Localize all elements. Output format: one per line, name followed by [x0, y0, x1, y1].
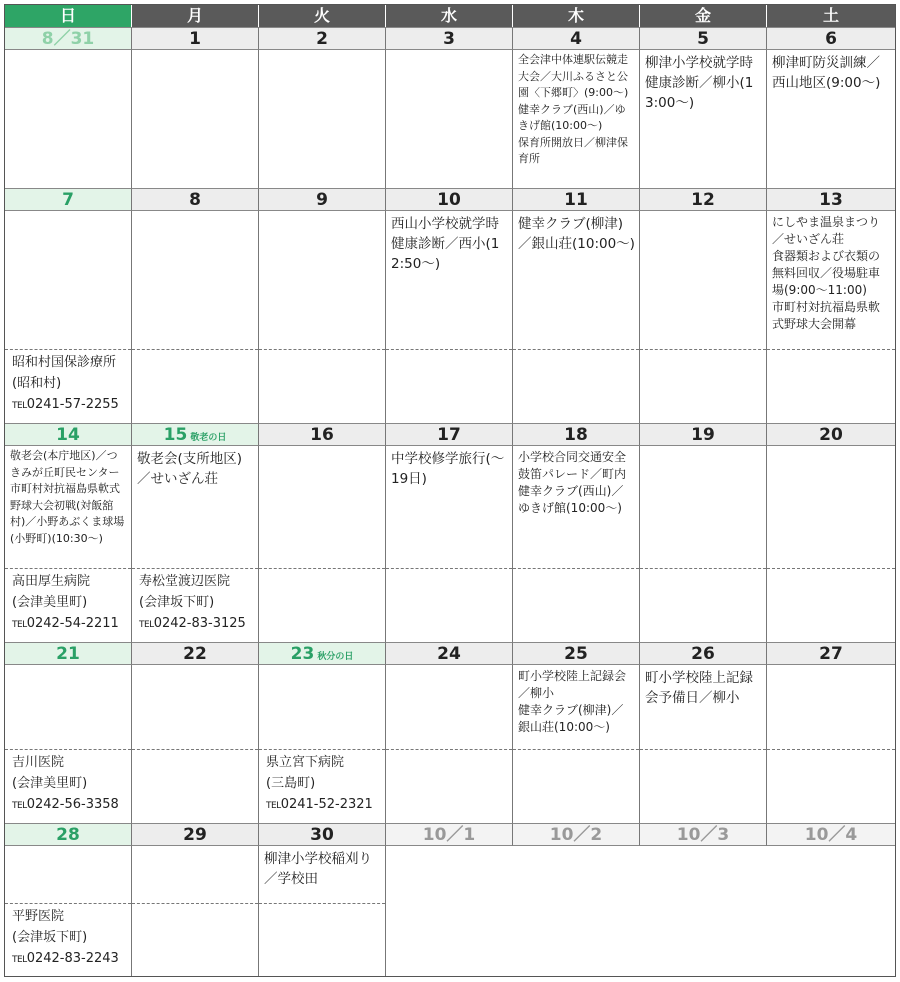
day-events-cell[interactable]	[259, 665, 386, 823]
clinic-slot	[767, 568, 895, 642]
date-cell[interactable]	[386, 423, 513, 446]
clinic-slot	[767, 749, 895, 823]
day-events-cell[interactable]	[640, 665, 767, 823]
on-duty-clinic	[259, 749, 385, 823]
date-cell[interactable]	[132, 27, 259, 50]
weekday-label: 水	[440, 6, 457, 25]
date-cell[interactable]	[386, 823, 513, 846]
weekday-label: 火	[313, 6, 330, 25]
day-number: 7	[62, 190, 74, 210]
day-number: 15	[163, 425, 188, 445]
weekday-label: 日	[59, 6, 76, 25]
clinic-place: (会津坂下町)	[139, 595, 215, 610]
date-cell[interactable]	[640, 188, 767, 211]
event-text: 柳津町防災訓練／西山地区(9:00～)	[772, 55, 881, 91]
tel-prefix: TEL	[266, 801, 281, 811]
date-cell[interactable]	[132, 823, 259, 846]
day-number: 10	[437, 190, 461, 210]
day-events-cell[interactable]	[5, 446, 132, 642]
clinic-name: 昭和村国保診療所	[12, 355, 117, 370]
clinic-slot	[259, 568, 385, 642]
date-cell[interactable]	[640, 823, 767, 846]
holiday-name: 敬老の日	[190, 433, 227, 443]
tel-prefix: TEL	[12, 801, 27, 811]
weekday-wed	[386, 5, 513, 27]
event-text: 西山小学校就学時健康診断／西小(12:50～)	[391, 216, 500, 272]
date-cell[interactable]	[5, 642, 132, 665]
event-text: 柳津小学校稲刈り／学校田	[264, 851, 372, 887]
day-number: 10／1	[422, 825, 476, 845]
date-cell[interactable]	[767, 27, 895, 50]
on-duty-clinic	[5, 349, 131, 423]
day-events-cell[interactable]	[640, 50, 767, 188]
day-events-cell[interactable]	[259, 846, 386, 976]
date-cell[interactable]	[386, 188, 513, 211]
date-cell[interactable]	[259, 823, 386, 846]
day-events-cell[interactable]	[132, 446, 259, 642]
day-events-cell[interactable]	[259, 446, 386, 642]
day-events-cell[interactable]	[640, 446, 767, 642]
clinic-slot	[767, 349, 895, 423]
events-row	[5, 50, 895, 188]
date-cell[interactable]	[5, 27, 132, 50]
clinic-name: 寿松堂渡辺医院	[139, 574, 231, 589]
tel-number: 0242-56-3358	[26, 797, 119, 812]
clinic-slot	[513, 749, 639, 823]
clinic-phone	[139, 613, 254, 636]
date-row	[5, 27, 895, 50]
clinic-slot	[386, 568, 512, 642]
day-number: 12	[691, 190, 715, 210]
weekday-fri	[640, 5, 767, 27]
holiday-name: 秋分の日	[317, 652, 354, 662]
date-cell[interactable]	[259, 642, 386, 665]
event-text: 小学校合同交通安全鼓笛パレード／町内 健幸クラブ(西山)／ゆきげ館(10:00～)	[518, 450, 627, 515]
date-cell[interactable]	[767, 423, 895, 446]
day-number: 5	[697, 29, 709, 49]
day-number: 3	[443, 29, 455, 49]
date-cell[interactable]	[386, 642, 513, 665]
date-cell[interactable]	[513, 423, 640, 446]
clinic-phone	[12, 394, 127, 417]
clinic-slot	[132, 903, 258, 976]
day-number: 24	[437, 644, 461, 664]
clinic-name: 高田厚生病院	[12, 574, 91, 589]
day-events-cell[interactable]	[5, 846, 132, 976]
day-events-cell[interactable]	[386, 446, 513, 642]
date-cell[interactable]	[513, 27, 640, 50]
clinic-name: 県立宮下病院	[266, 755, 345, 770]
clinic-slot	[132, 349, 258, 423]
clinic-name: 平野医院	[12, 909, 65, 924]
day-events-cell[interactable]	[640, 211, 767, 423]
clinic-slot	[132, 749, 258, 823]
day-events-cell[interactable]	[5, 50, 132, 188]
day-events-cell[interactable]	[132, 211, 259, 423]
on-duty-clinic	[5, 749, 131, 823]
on-duty-clinic	[5, 903, 131, 976]
day-events-cell[interactable]	[767, 211, 895, 423]
clinic-phone	[266, 794, 381, 817]
date-row	[5, 423, 895, 446]
day-events-cell[interactable]	[5, 665, 132, 823]
events-row	[5, 446, 895, 642]
day-number: 9	[316, 190, 328, 210]
date-cell[interactable]	[5, 823, 132, 846]
tel-prefix: TEL	[12, 955, 27, 965]
day-number: 10／3	[676, 825, 730, 845]
clinic-slot	[513, 349, 639, 423]
weekday-label: 月	[186, 6, 203, 25]
day-number: 4	[570, 29, 582, 49]
date-cell[interactable]	[513, 188, 640, 211]
date-cell[interactable]	[5, 188, 132, 211]
tel-prefix: TEL	[12, 620, 27, 630]
event-text: 敬老会(支所地区)／せいざん荘	[137, 451, 243, 487]
day-number: 30	[310, 825, 334, 845]
day-events-cell[interactable]	[259, 211, 386, 423]
date-cell[interactable]	[5, 423, 132, 446]
weekday-label: 土	[822, 6, 839, 25]
tel-prefix: TEL	[139, 620, 154, 630]
date-cell[interactable]	[132, 642, 259, 665]
day-events-cell[interactable]	[767, 446, 895, 642]
tel-prefix: TEL	[12, 401, 27, 411]
on-duty-clinic	[5, 568, 131, 642]
date-cell[interactable]	[767, 188, 895, 211]
events-row	[5, 665, 895, 823]
date-cell[interactable]	[259, 27, 386, 50]
weekday-label: 金	[694, 6, 711, 25]
day-events-cell[interactable]	[767, 50, 895, 188]
event-text: 柳津小学校就学時健康診断／柳小(13:00～)	[645, 55, 754, 111]
day-number: 27	[819, 644, 843, 664]
day-number: 11	[564, 190, 588, 210]
clinic-slot	[259, 349, 385, 423]
day-number: 22	[183, 644, 207, 664]
clinic-slot	[640, 349, 766, 423]
clinic-place: (昭和村)	[12, 376, 62, 391]
date-cell[interactable]	[767, 642, 895, 665]
event-text: 全会津中体連駅伝競走大会／大川ふるさと公園〈下郷町〉(9:00～) 健幸クラブ(西山)／ゆきげ館(10:00～) 保育所開放日／柳津保育所	[518, 53, 629, 165]
on-duty-clinic	[132, 568, 258, 642]
day-number: 2	[316, 29, 328, 49]
day-events-cell[interactable]	[132, 50, 259, 188]
date-cell[interactable]	[386, 27, 513, 50]
date-row	[5, 642, 895, 665]
tel-number: 0241-57-2255	[26, 397, 119, 412]
event-text: 町小学校陸上記録会／柳小 健幸クラブ(柳津)／銀山荘(10:00～)	[518, 669, 627, 734]
day-events-cell[interactable]	[767, 665, 895, 823]
clinic-slot	[640, 568, 766, 642]
day-number: 25	[564, 644, 588, 664]
events-row	[5, 211, 895, 423]
tel-number: 0242-83-2243	[26, 951, 119, 966]
clinic-name: 吉川医院	[12, 755, 65, 770]
day-number: 28	[56, 825, 80, 845]
weekday-tue	[259, 5, 386, 27]
day-number: 1	[189, 29, 201, 49]
date-cell[interactable]	[259, 188, 386, 211]
day-events-cell[interactable]	[132, 665, 259, 823]
clinic-place: (三島町)	[266, 776, 316, 791]
day-number: 21	[56, 644, 80, 664]
clinic-phone	[12, 794, 127, 817]
date-cell[interactable]	[513, 642, 640, 665]
event-text: にしやま温泉まつり／せいざん荘 食器類および衣類の無料回収／役場駐車場(9:00～11:00) 市町村対抗福島県軟式野球大会開幕	[772, 215, 881, 331]
day-number: 29	[183, 825, 207, 845]
tel-number: 0241-52-2321	[280, 797, 373, 812]
day-number: 10／2	[549, 825, 603, 845]
event-text: 敬老会(本庁地区)／つきみが丘町民センター 市町村対抗福島県軟式野球大会初戦(対飯舘村)／小野あぶくま球場(小野町)(10:30～)	[10, 449, 125, 545]
day-number: 14	[56, 425, 80, 445]
day-events-cell[interactable]	[513, 665, 640, 823]
date-cell[interactable]	[640, 423, 767, 446]
day-number: 6	[825, 29, 837, 49]
date-cell[interactable]	[259, 423, 386, 446]
date-row	[5, 823, 895, 846]
clinic-place: (会津坂下町)	[12, 930, 88, 945]
day-events-cell[interactable]	[513, 211, 640, 423]
day-number: 23	[290, 644, 315, 664]
weekday-mon	[132, 5, 259, 27]
day-number: 13	[819, 190, 843, 210]
event-text: 町小学校陸上記録会予備日／柳小	[645, 670, 753, 706]
day-number: 8	[189, 190, 201, 210]
date-cell[interactable]	[767, 823, 895, 846]
weekday-header-row	[5, 5, 895, 27]
date-cell[interactable]	[132, 188, 259, 211]
day-number: 17	[437, 425, 461, 445]
clinic-place: (会津美里町)	[12, 776, 88, 791]
weekday-sat	[767, 5, 895, 27]
weekday-label: 木	[567, 6, 584, 25]
tel-number: 0242-54-2211	[26, 616, 119, 631]
date-cell[interactable]	[513, 823, 640, 846]
day-events-cell[interactable]	[386, 665, 513, 823]
day-number: 19	[691, 425, 715, 445]
day-events-cell[interactable]	[132, 846, 259, 976]
clinic-slot	[259, 903, 385, 976]
day-events-cell[interactable]	[386, 50, 513, 188]
day-number: 18	[564, 425, 588, 445]
event-text: 健幸クラブ(柳津)／銀山荘(10:00～)	[518, 216, 635, 252]
clinic-slot	[386, 349, 512, 423]
clinic-slot	[513, 568, 639, 642]
clinic-phone	[12, 613, 127, 636]
event-text: 中学校修学旅行(～19日)	[391, 451, 505, 487]
tel-number: 0242-83-3125	[153, 616, 246, 631]
day-number: 16	[310, 425, 334, 445]
day-number: 10／4	[804, 825, 858, 845]
date-cell[interactable]	[132, 423, 259, 446]
day-events-cell[interactable]	[513, 446, 640, 642]
day-events-cell[interactable]	[513, 50, 640, 188]
date-row	[5, 188, 895, 211]
weekday-sun	[5, 5, 132, 27]
day-number: 26	[691, 644, 715, 664]
day-events-cell[interactable]	[5, 211, 132, 423]
date-cell[interactable]	[640, 642, 767, 665]
weekday-thu	[513, 5, 640, 27]
events-row	[5, 846, 895, 976]
day-number: 20	[819, 425, 843, 445]
september-calendar	[4, 4, 896, 977]
clinic-phone	[12, 948, 127, 971]
date-cell[interactable]	[640, 27, 767, 50]
clinic-slot	[386, 749, 512, 823]
day-number: 8／31	[41, 29, 95, 49]
day-events-cell[interactable]	[386, 211, 513, 423]
clinic-place: (会津美里町)	[12, 595, 88, 610]
day-events-cell[interactable]	[259, 50, 386, 188]
clinic-slot	[640, 749, 766, 823]
